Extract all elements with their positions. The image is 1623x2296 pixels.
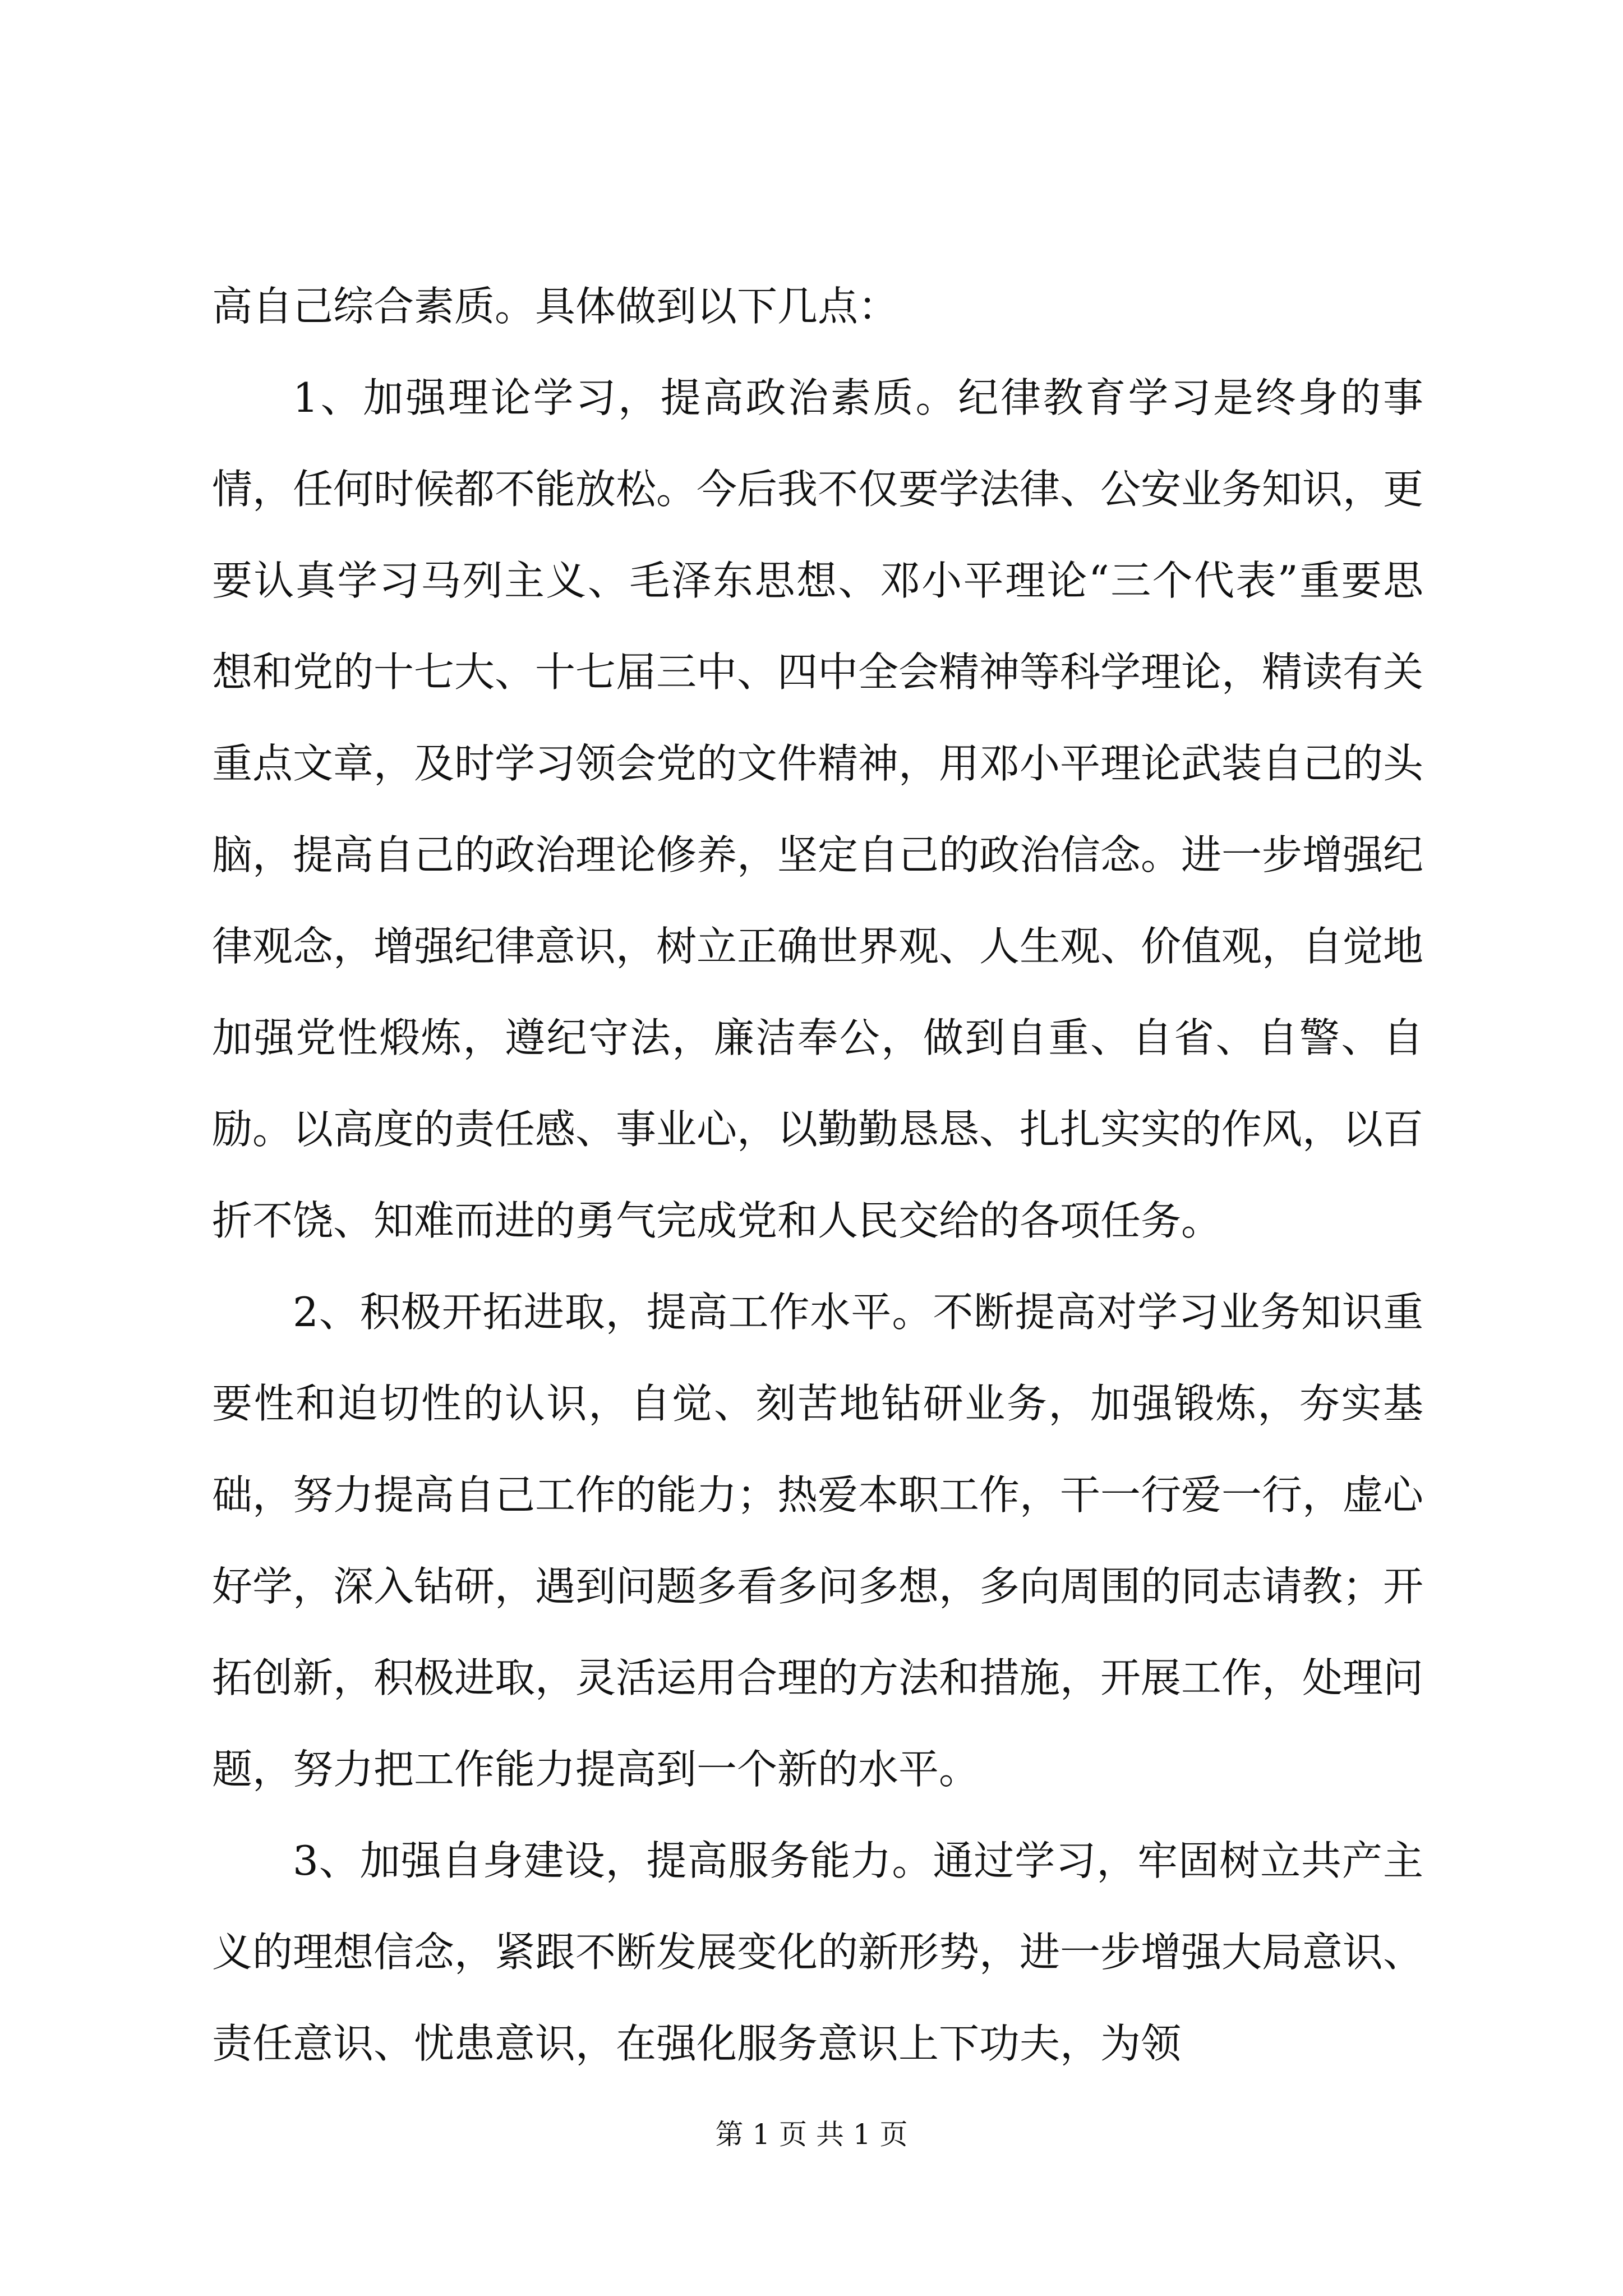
document-body: [212, 261, 1423, 2090]
paragraph-point-1: 1、加强理论学习，提高政治素质。纪律教育学习是终身的事情，任何时候都不能放松。今后我不仅要学法律、公安业务知识，更要认真学习马列主义、毛泽东思想、邓小平理论“三个代表”重要思想和党的十七大、十七届三中、四中全会精神等科学理论，精读有关重点文章，及时学习领会党的文件精神，用邓小平理论武装自己的头脑，提高自己的政治理论修养，坚定自己的政治信念。进一步增强纪律观念，增强纪律意识，树立正确世界观、人生观、价值观，自觉地加强党性煅炼，遵纪守法，廉洁奉公，做到自重、自省、自警、自励。以高度的责任感、事业心，以勤勤恳恳、扎扎实实的作风，以百折不饶、知难而进的勇气完成党和人民交给的各项任务。: [212, 374, 1424, 1244]
paragraph-point-2: 2、积极开拓进取，提高工作水平。不断提高对学习业务知识重要性和迫切性的认识，自觉、刻苦地钻研业务，加强锻炼，夯实基础，努力提高自己工作的能力；热爱本职工作，干一行爱一行，虚心好学，深入钻研，遇到问题多看多问多想，多向周围的同志请教；开拓创新，积极进取，灵活运用合理的方法和措施，开展工作，处理问题，努力把工作能力提高到一个新的水平。: [212, 1289, 1424, 1793]
paragraph-point-3: 3、加强自身建设，提高服务能力。通过学习，牢固树立共产主义的理想信念，紧跟不断发展变化的新形势，进一步增强大局意识、责任意识、忧患意识，在强化服务意识上下功夫，为领: [212, 1837, 1424, 2067]
paragraph-intro-continuation: 高自己综合素质。具体做到以下几点：: [212, 283, 899, 330]
page-number-label: 第 1 页 共 1 页: [715, 2118, 908, 2151]
page-footer: [0, 2118, 1623, 2151]
